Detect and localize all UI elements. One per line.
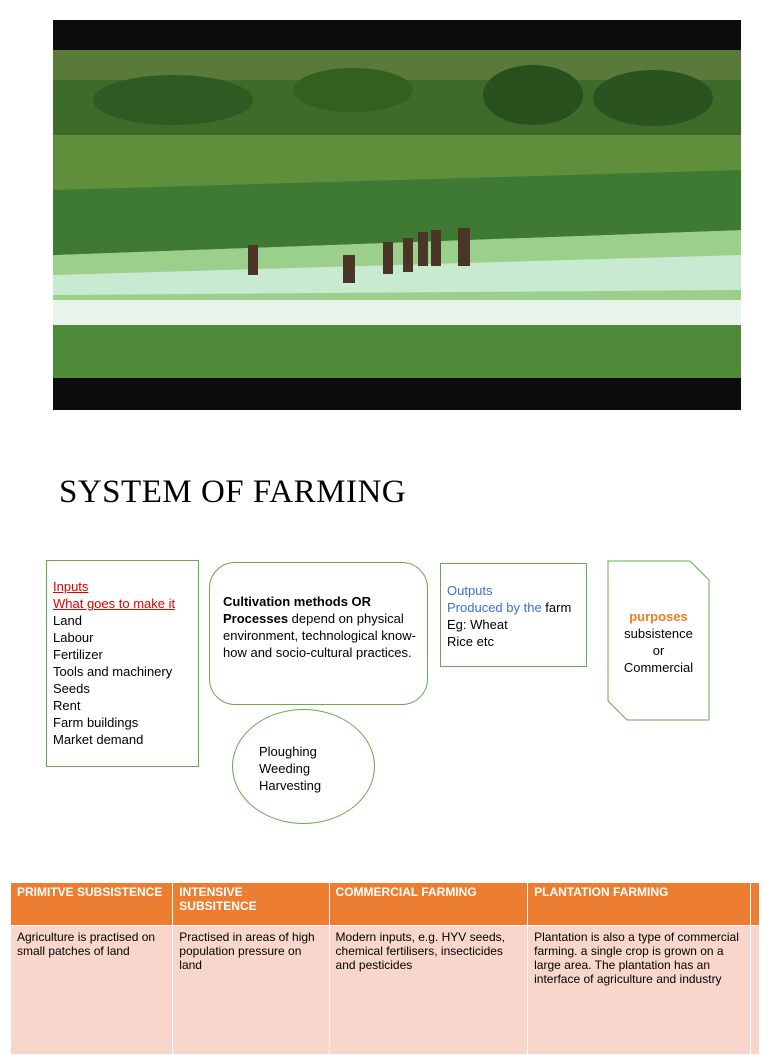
outputs-produced: Produced by the: [447, 600, 542, 615]
table-header-row: [11, 883, 760, 926]
inputs-item: Labour: [53, 630, 94, 645]
table-cell: Agriculture is practised on small patches of land: [11, 926, 173, 1055]
purposes-heading: purposes: [629, 609, 688, 624]
table-cell-blank: [750, 926, 759, 1055]
activity-item: Harvesting: [259, 778, 322, 793]
inputs-item: Tools and machinery: [53, 664, 173, 679]
outputs-farm: farm: [541, 600, 572, 615]
outputs-heading: Outputs: [447, 583, 493, 598]
inputs-item: Seeds: [53, 681, 90, 696]
table-cell: Practised in areas of high population pressure on land: [173, 926, 329, 1055]
inputs-item: Rent: [53, 698, 81, 713]
farming-types-table: [10, 882, 760, 1055]
page-title: SYSTEM OF FARMING: [59, 474, 407, 510]
table-row: [11, 926, 760, 1055]
inputs-item: Market demand: [53, 732, 144, 747]
inputs-subheading: What goes to make it: [53, 596, 176, 611]
inputs-item: Land: [53, 613, 82, 628]
inputs-item: Fertilizer: [53, 647, 103, 662]
purposes-box: [608, 561, 709, 720]
activity-item: Weeding: [259, 761, 311, 776]
table-cell: Plantation is also a type of commercial farming. a single crop is grown on a large area. The plantation has an interface of agriculture and industry: [528, 926, 751, 1055]
outputs-example-2: Rice etc: [447, 634, 494, 649]
table-header: COMMERCIAL FARMING: [329, 883, 528, 926]
process-bold-1: Cultivation methods OR: [223, 594, 372, 609]
purposes-item: or: [652, 643, 665, 658]
purposes-item: Commercial: [623, 660, 694, 675]
table-header-blank: [750, 883, 759, 926]
inputs-heading: Inputs: [53, 579, 89, 594]
table-header: PLANTATION FARMING: [528, 883, 751, 926]
outputs-example-1: Eg: Wheat: [447, 617, 508, 632]
activities-oval: [232, 709, 375, 824]
inputs-item: Farm buildings: [53, 715, 139, 730]
process-text: depend on physical environment, technological know-how and socio-cultural practices.: [223, 611, 416, 660]
table-header: INTENSIVE SUBSITENCE: [173, 883, 329, 926]
process-bold-2: Processes: [223, 611, 289, 626]
purposes-item: subsistence: [624, 626, 693, 641]
table-cell: Modern inputs, e.g. HYV seeds, chemical fertilisers, insecticides and pesticides: [329, 926, 528, 1055]
activity-item: Ploughing: [259, 744, 317, 759]
table-header: PRIMITVE SUBSISTENCE: [11, 883, 173, 926]
